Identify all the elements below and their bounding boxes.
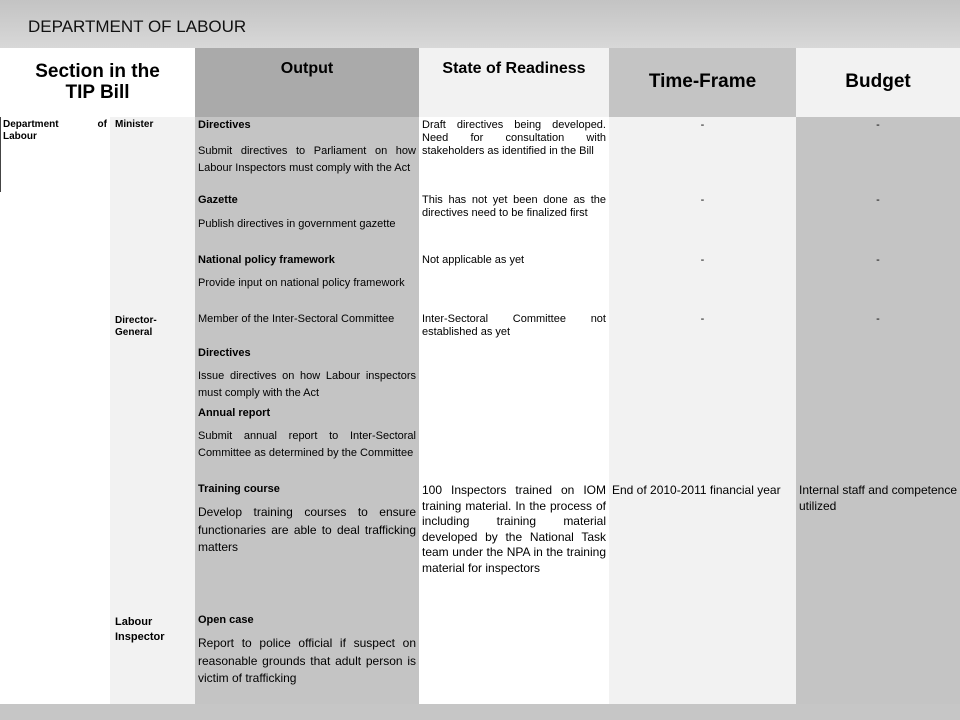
role-labour-inspector: Labour Inspector	[115, 616, 165, 643]
budget-cell: Internal staff and competence utilized	[796, 481, 960, 612]
readiness-cell: Inter-Sectoral Committee not established as yet	[419, 311, 609, 345]
header-section: Section in the TIP Bill	[0, 48, 195, 117]
header-output: Output	[195, 48, 419, 117]
readiness-cell: 100 Inspectors trained on IOM training material. In the process of including training material developed by the National Task team under the NPA in the training material for inspectors	[419, 481, 609, 612]
output-cell	[195, 481, 419, 612]
readiness-cell	[419, 612, 609, 704]
title-bar	[0, 0, 960, 48]
timeframe-cell	[609, 612, 796, 704]
timeframe-cell: -	[609, 192, 796, 252]
header-timeframe: Time-Frame	[609, 48, 796, 117]
output-cell: Member of the Inter-Sectoral Committee	[195, 311, 419, 345]
output-cell	[195, 117, 419, 192]
role-minister: Minister	[110, 117, 195, 192]
readiness-cell	[419, 405, 609, 481]
output-cell	[195, 405, 419, 481]
readiness-cell: Draft directives being developed. Need for consultation with stakeholders as identified in the Bill	[419, 117, 609, 192]
budget-cell	[796, 405, 960, 481]
bottom-bar	[0, 704, 960, 720]
header-readiness: State of Readiness	[419, 48, 609, 117]
readiness-cell: Not applicable as yet	[419, 252, 609, 311]
timeframe-cell	[609, 345, 796, 405]
output-title: Training course	[198, 483, 280, 495]
department-cell: Department of Labour	[0, 117, 110, 192]
output-title: National policy framework	[198, 254, 335, 266]
output-description: Issue directives on how Labour inspectors must comply with the Act	[198, 370, 416, 399]
output-description: Report to police official if suspect on reasonable grounds that adult person is victim of trafficking	[198, 636, 416, 685]
output-cell	[195, 612, 419, 704]
output-title: Annual report	[198, 407, 271, 419]
timeframe-cell: End of 2010-2011 financial year	[609, 481, 796, 612]
budget-cell	[796, 345, 960, 405]
budget-cell: -	[796, 252, 960, 311]
budget-cell: -	[796, 117, 960, 192]
timeframe-cell: -	[609, 117, 796, 192]
output-cell	[195, 252, 419, 311]
budget-cell	[796, 612, 960, 704]
output-description: Submit annual report to Inter-Sectoral Committee as determined by the Committee	[198, 430, 416, 459]
timeframe-cell: -	[609, 311, 796, 345]
role-labour-inspector-cell	[110, 345, 195, 704]
output-description: Provide input on national policy framework	[198, 277, 405, 290]
output-title: Directives	[198, 347, 251, 359]
budget-cell: -	[796, 192, 960, 252]
output-title: Directives	[198, 119, 251, 131]
timeframe-cell: -	[609, 252, 796, 311]
output-title: Open case	[198, 614, 254, 626]
readiness-cell: This has not yet been done as the directives need to be finalized first	[419, 192, 609, 252]
output-cell	[195, 192, 419, 252]
output-description: Submit directives to Parliament on how Labour Inspectors must comply with the Act	[198, 145, 416, 174]
output-title: Gazette	[198, 194, 238, 206]
role-director-general-cell	[110, 192, 195, 345]
budget-cell: -	[796, 311, 960, 345]
output-cell	[195, 345, 419, 405]
readiness-cell	[419, 345, 609, 405]
row-divider	[0, 117, 1, 192]
timeframe-cell	[609, 405, 796, 481]
department-title: DEPARTMENT OF LABOUR	[28, 17, 247, 36]
header-budget: Budget	[796, 48, 960, 117]
department-span-cell	[0, 192, 110, 704]
output-description: Develop training courses to ensure functionaries are able to deal trafficking matters	[198, 505, 416, 554]
output-description: Publish directives in government gazette	[198, 218, 396, 231]
role-director-general: Director-General	[115, 315, 157, 338]
